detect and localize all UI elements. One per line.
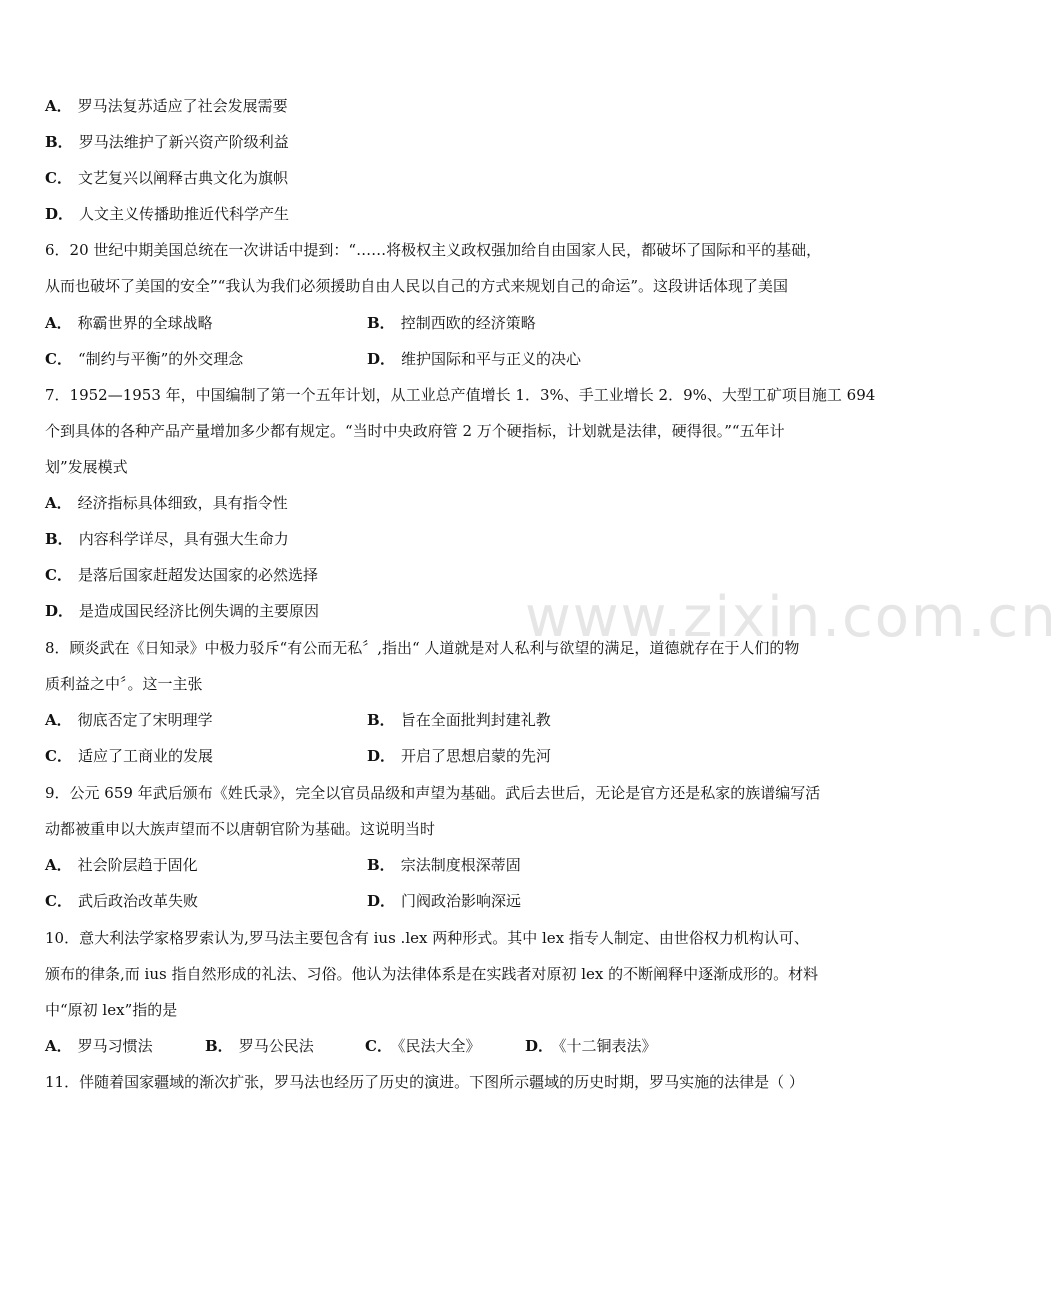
q7-stem-line-1: 7．1952—1953 年，中国编制了第一个五年计划，从工业总产值增长 1．3%、手工业增长 2．9%、大型工矿项目施工 694: [45, 386, 876, 404]
q6-stem-line-2: 从而也破坏了美国的安全”“我认为我们必须援助自由人民以自己的方式来规划自己的命运”。这段讲话体现了美国: [45, 277, 789, 295]
q8-option-d[interactable]: D． 开启了思想启蒙的先河: [367, 747, 552, 765]
q7-stem-line-2: 个到具体的各种产品产量增加多少都有规定。“当时中央政府管 2 万个硬指标，计划就是法律，硬得很。”“五年计: [45, 422, 785, 440]
q5-option-b[interactable]: B． 罗马法维护了新兴资产阶级利益: [45, 133, 289, 151]
q7-option-d[interactable]: D． 是造成国民经济比例失调的主要原因: [45, 602, 320, 620]
q10-stem-line-1: 10．意大利法学家格罗索认为,罗马法主要包含有 ius .lex 两种形式。其中 lex 指专人制定、由世俗权力机构认可、: [45, 929, 809, 947]
q10-stem-line-3: 中“原初 lex”指的是: [45, 1001, 178, 1019]
q11-stem-line-1: 11．伴随着国家疆域的渐次扩张，罗马法也经历了历史的演进。下图所示疆域的历史时期，罗马实施的法律是（ ）: [45, 1073, 804, 1091]
q10-option-c[interactable]: C． 《民法大全》: [365, 1037, 481, 1055]
q5-option-d[interactable]: D． 人文主义传播助推近代科学产生: [45, 205, 290, 223]
q5-option-a[interactable]: A． 罗马法复苏适应了社会发展需要: [45, 97, 288, 115]
q7-option-b[interactable]: B． 内容科学详尽，具有强大生命力: [45, 530, 289, 548]
q7-option-c[interactable]: C． 是落后国家赶超发达国家的必然选择: [45, 566, 318, 584]
q10-stem-line-2: 颁布的律条,而 ius 指自然形成的礼法、习俗。他认为法律体系是在实践者对原初 lex 的不断阐释中逐渐成形的。材料: [45, 965, 819, 983]
q7-option-a[interactable]: A． 经济指标具体细致，具有指令性: [45, 494, 288, 512]
q6-option-a[interactable]: A． 称霸世界的全球战略: [45, 314, 213, 332]
q7-stem-line-3: 划”发展模式: [45, 458, 128, 476]
q9-stem-line-1: 9．公元 659 年武后颁布《姓氏录》，完全以官员品级和声望为基础。武后去世后，无论是官方还是私家的族谱编写活: [45, 784, 821, 802]
q5-option-c[interactable]: C． 文艺复兴以阐释古典文化为旗帜: [45, 169, 288, 187]
q10-option-b[interactable]: B． 罗马公民法: [205, 1037, 314, 1055]
q8-option-a[interactable]: A． 彻底否定了宋明理学: [45, 711, 213, 729]
watermark: www.zixin.com.cn: [525, 585, 1058, 650]
q6-option-b[interactable]: B． 控制西欧的经济策略: [367, 314, 536, 332]
q8-stem-line-1: 8．顾炎武在《日知录》中极力驳斥“有公而无私〞,指出“ 人道就是对人私利与欲望的满足，道德就存在于人们的物: [45, 639, 800, 657]
q9-option-c[interactable]: C． 武后政治改革失败: [45, 892, 198, 910]
q6-option-c[interactable]: C． “制约与平衡”的外交理念: [45, 350, 244, 368]
q6-option-d[interactable]: D． 维护国际和平与正义的决心: [367, 350, 582, 368]
q10-option-d[interactable]: D． 《十二铜表法》: [525, 1037, 657, 1055]
q9-option-b[interactable]: B． 宗法制度根深蒂固: [367, 856, 521, 874]
q9-option-d[interactable]: D． 门阀政治影响深远: [367, 892, 522, 910]
q8-stem-line-2: 质利益之中〞。这一主张: [45, 675, 203, 693]
q9-stem-line-2: 动都被重申以大族声望而不以唐朝官阶为基础。这说明当时: [45, 820, 436, 838]
q8-option-b[interactable]: B． 旨在全面批判封建礼教: [367, 711, 551, 729]
q10-option-a[interactable]: A． 罗马习惯法: [45, 1037, 153, 1055]
q6-stem-line-1: 6．20 世纪中期美国总统在一次讲话中提到：“……将极权主义政权强加给自由国家人民，都破坏了国际和平的基础，: [45, 241, 822, 259]
q8-option-c[interactable]: C． 适应了工商业的发展: [45, 747, 213, 765]
q9-option-a[interactable]: A． 社会阶层趋于固化: [45, 856, 198, 874]
